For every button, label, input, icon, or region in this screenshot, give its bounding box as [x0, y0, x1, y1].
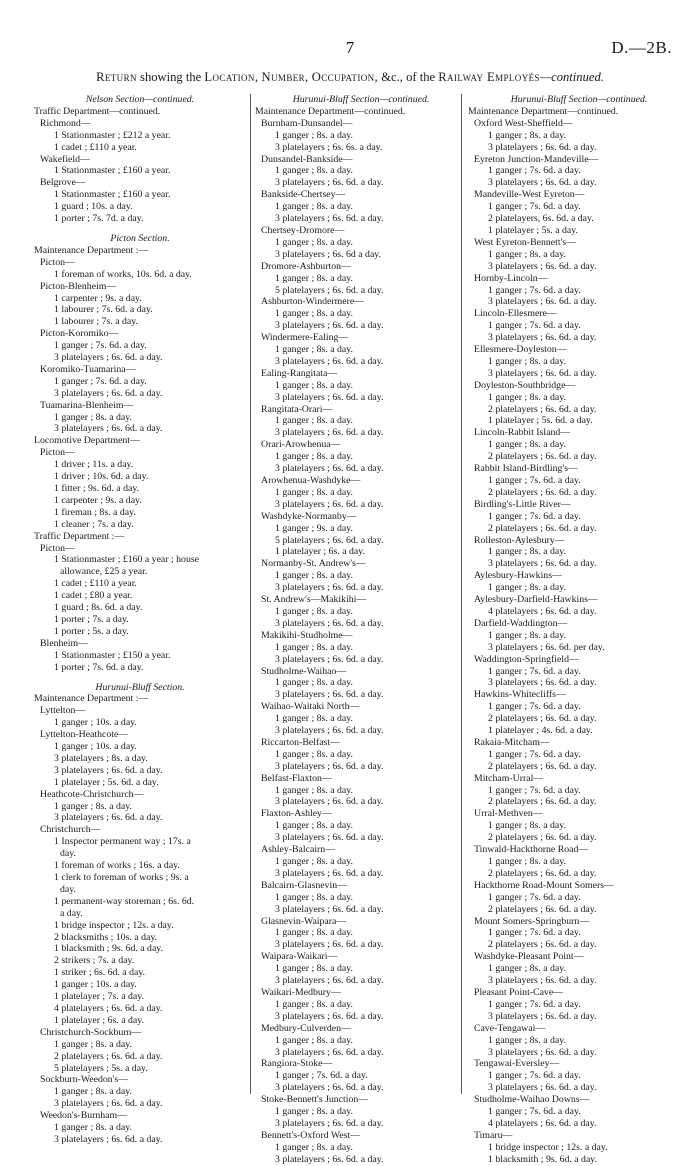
staff-line: 1 porter ; 5s. a day. [54, 625, 129, 637]
staff-line: 1 ganger ; 8s. a day. [275, 486, 353, 498]
staff-line: 1 labourer ; 7s. 6d. a day. [54, 304, 153, 316]
location-line: Rangitata-Orari— [261, 403, 333, 415]
staff-line: 1 ganger ; 7s. 6d. a day. [488, 701, 581, 713]
staff-line: 3 platelayers ; 6s. 6d. a day. [275, 463, 384, 475]
staff-line: 3 platelayers ; 6s. 6d. a day. [275, 355, 384, 367]
location-line: Rakaia-Mitcham— [474, 736, 550, 748]
location-line: Rabbit Island-Birdling's— [474, 463, 578, 475]
staff-line: 1 labourer ; 7s. a day. [54, 316, 138, 328]
staff-line: 1 ganger ; 8s. a day. [488, 248, 566, 260]
staff-line: 1 Stationmaster ; £160 a year ; house [54, 554, 200, 566]
staff-line: 3 platelayers ; 6s. 6d. a day. [275, 1046, 384, 1058]
staff-line: 1 Stationmaster ; £212 a year. [54, 129, 171, 141]
staff-line: 3 platelayers ; 6s. 6d. a day. [488, 1010, 597, 1022]
department-heading: Traffic Department :— [34, 530, 125, 542]
location-line: Normanby-St. Andrew's— [261, 558, 366, 570]
location-line: Aylesbury-Darfield-Hawkins— [474, 594, 598, 606]
staff-line: 1 Inspector permanent way ; 17s. a [54, 836, 191, 848]
staff-line: 1 ganger ; 8s. a day. [275, 236, 353, 248]
staff-line: 5 platelayers ; 5s. a day. [54, 1062, 148, 1074]
staff-line: 1 platelayer ; 4s. 6d. a day. [488, 725, 593, 737]
staff-line: 3 platelayers ; 6s. 6d. a day. [275, 1117, 384, 1129]
location-line: Makikihi-Studholme— [261, 629, 353, 641]
staff-line: 3 platelayers ; 6s. 6d. a day. [275, 1082, 384, 1094]
location-line: Belfast-Flaxton— [261, 772, 332, 784]
location-line: Studholme-Waihao— [261, 665, 347, 677]
title-railway: Railway Employés [438, 70, 540, 84]
staff-line: 1 ganger ; 8s. a day. [488, 963, 566, 975]
staff-line: 3 platelayers ; 6s. 6d. a day. [275, 1010, 384, 1022]
staff-line: 1 ganger ; 8s. a day. [488, 629, 566, 641]
staff-line: allowance, £25 a year. [60, 566, 148, 578]
staff-line: 1 porter ; 7s. 7d. a day. [54, 213, 144, 225]
staff-line: 1 ganger ; 8s. a day. [275, 379, 353, 391]
staff-line: 1 ganger ; 7s. 6d. a day. [488, 201, 581, 213]
staff-line: 1 ganger ; 8s. a day. [275, 451, 353, 463]
staff-line: 1 ganger ; 7s. 6d. a day. [488, 784, 581, 796]
location-line: Bankside-Chertsey— [261, 189, 346, 201]
staff-line: 3 platelayers ; 6s. 6d. a day. [275, 320, 384, 332]
location-line: Arowhenua-Washdyke— [261, 475, 361, 486]
staff-line: 1 ganger ; 7s. 6d. a day. [488, 1106, 581, 1118]
location-line: Hackthorne Road-Mount Somers— [474, 879, 614, 891]
staff-line: 1 ganger ; 8s. a day. [275, 998, 353, 1010]
staff-line: 1 permanent-way storeman ; 6s. 6d. [54, 895, 195, 907]
staff-line: 1 ganger ; 8s. a day. [54, 1038, 132, 1050]
location-line: Hornby-Lincoln— [474, 272, 548, 284]
staff-line: 1 ganger ; 8s. a day. [275, 748, 353, 760]
staff-line: 3 platelayers ; 6s. 6d. a day. [275, 689, 384, 701]
staff-line: 2 platelayers ; 6s. 6d. a day. [54, 1050, 163, 1062]
staff-line: 1 foreman of works, 10s. 6d. a day. [54, 268, 192, 280]
title-etc: &c., of the [381, 70, 436, 84]
section-heading: Hurunui-Bluff Section—continued. [510, 94, 648, 105]
location-line: Lincoln-Ellesmere— [474, 308, 557, 320]
staff-line: 1 ganger ; 8s. a day. [275, 856, 353, 867]
staff-line: 3 platelayers ; 6s. 6d. a day. [275, 725, 384, 737]
location-line: Weedon's-Burnham— [40, 1110, 127, 1122]
staff-line: 1 ganger ; 7s. 6d. a day. [488, 284, 581, 296]
location-line: Mount Somers-Springburn— [474, 915, 590, 927]
staff-line: 2 platelayers ; 6s. 6d. a day. [488, 486, 597, 498]
staff-line: a day. [60, 907, 83, 919]
staff-line: 2 blacksmiths ; 10s. a day. [54, 931, 158, 943]
location-line: West Eyreton-Bennett's— [474, 236, 576, 248]
section-heading: Hurunui-Bluff Section—continued. [292, 94, 430, 105]
location-line: Urral-Methven— [474, 808, 543, 820]
location-line: Doyleston-Southbridge— [474, 379, 576, 391]
location-line: Balcairn-Glasnevin— [261, 879, 347, 891]
location-line: Tinwald-Hackthorne Road— [474, 844, 589, 856]
location-line: Heathcote-Christchurch— [40, 788, 144, 800]
staff-line: 2 platelayers ; 6s. 6d. a day. [488, 713, 597, 725]
staff-line: 1 clerk to foreman of works ; 9s. a [54, 872, 189, 883]
location-line: Ashburton-Windermere— [261, 296, 364, 308]
staff-line: 3 platelayers ; 8s. a day. [54, 752, 148, 764]
staff-line: 1 platelayer ; 5s. 6d. a day. [54, 776, 159, 788]
staff-line: 1 driver ; 10s. 6d. a day. [54, 471, 149, 483]
staff-line: 1 ganger ; 8s. a day. [275, 713, 353, 725]
location-line: Picton— [40, 542, 75, 554]
location-line: Oxford West-Sheffield— [474, 117, 573, 129]
staff-line: 1 bridge inspector ; 12s. a day. [54, 919, 174, 931]
title-mid: showing the [140, 70, 202, 84]
staff-line: 1 ganger ; 7s. 6d. a day. [54, 340, 147, 352]
location-line: Mandeville-West Eyreton— [474, 189, 585, 201]
staff-line: 1 guard ; 8s. 6d. a day. [54, 602, 143, 614]
section-heading: Picton Section. [110, 232, 170, 244]
staff-line: 1 Stationmaster ; £160 a year. [54, 165, 171, 177]
location-line: Darfield-Waddington— [474, 617, 568, 629]
location-line: Waikari-Medbury— [261, 986, 341, 998]
staff-line: 3 platelayers ; 6s. 6d. a day. [275, 498, 384, 510]
staff-line: day. [60, 848, 76, 860]
staff-line: 1 ganger ; 10s. a day. [54, 741, 137, 753]
location-line: Mitcham-Urral— [474, 772, 544, 784]
staff-line: 1 ganger ; 8s. a day. [275, 165, 353, 177]
staff-line: 3 platelayers ; 6s. 6d. a day. [54, 1098, 163, 1110]
staff-line: 1 platelayer ; 6s. a day. [54, 1014, 144, 1026]
staff-line: 1 ganger ; 8s. a day. [488, 1034, 566, 1046]
location-line: Christchurch-Sockburn— [40, 1026, 142, 1038]
location-line: Dunsandel-Bankside— [261, 153, 353, 165]
page-number: 7 [345, 38, 355, 57]
staff-line: 3 platelayers ; 6s. 6d. a day. [488, 677, 597, 689]
staff-line: 3 platelayers ; 6s. 6d. a day. [488, 1046, 597, 1058]
staff-line: 1 ganger ; 7s. 6d. a day. [488, 320, 581, 332]
staff-line: 1 ganger ; 8s. a day. [275, 677, 353, 689]
location-line: Lyttelton-Heathcote— [40, 729, 129, 741]
staff-line: 1 ganger ; 7s. 6d. a day. [488, 927, 581, 939]
staff-line: 3 platelayers ; 6s. 6d. a day. [488, 177, 597, 189]
column-1 [34, 94, 246, 1146]
department-heading: Maintenance Department :— [34, 244, 149, 256]
staff-line: 3 platelayers ; 6s. 6d. a day. [488, 141, 597, 153]
staff-line: 3 platelayers ; 6s. 6d. a day. [54, 387, 163, 399]
staff-line: 1 blacksmith ; 9s. 6d. a day. [488, 1153, 598, 1165]
staff-line: 1 ganger ; 8s. a day. [488, 820, 566, 832]
staff-line: 1 bridge inspector ; 12s. a day. [488, 1141, 608, 1153]
staff-line: 3 platelayers ; 6s. 6d. a day. [275, 975, 384, 987]
staff-line: 2 platelayers ; 6s. 6d. a day. [488, 796, 597, 808]
staff-line: 1 ganger ; 8s. a day. [275, 570, 353, 582]
staff-line: 1 ganger ; 7s. 6d. a day. [488, 1070, 581, 1082]
location-line: Picton-Koromiko— [40, 328, 119, 340]
staff-line: 1 ganger ; 8s. a day. [488, 439, 566, 451]
staff-line: 4 platelayers ; 6s. 6d. a day. [488, 605, 597, 617]
title-occupation: Occupation, [311, 70, 379, 84]
staff-line: 2 platelayers ; 6s. 6d. a day. [488, 832, 597, 844]
staff-line: 3 platelayers ; 6s. 6d. a day. [488, 332, 597, 344]
location-line: Washdyke-Normanby— [261, 510, 357, 522]
location-line: Ellesmere-Doyleston— [474, 344, 567, 356]
location-line: Wakefield— [40, 153, 90, 165]
department-heading: Maintenance Department :— [34, 693, 149, 705]
title-return: Return [96, 70, 137, 84]
column-2 [255, 94, 467, 1166]
staff-line: 1 ganger ; 7s. 6d. a day. [488, 998, 581, 1010]
staff-line: 1 ganger ; 8s. a day. [275, 641, 353, 653]
location-line: Waihao-Waitaki North— [261, 701, 360, 713]
staff-line: 3 platelayers ; 6s. 6d. per day. [488, 641, 605, 653]
department-heading: Traffic Department—continued. [34, 105, 161, 117]
location-line: Ealing-Rangitata— [261, 367, 338, 379]
location-line: Blenheim— [40, 637, 88, 649]
staff-line: 1 ganger ; 8s. a day. [275, 605, 353, 617]
staff-line: 1 ganger ; 8s. a day. [488, 355, 566, 367]
staff-line: 1 porter ; 7s. 6d. a day. [54, 661, 144, 673]
department-heading: Maintenance Department—continued. [255, 105, 406, 117]
staff-line: 2 strikers ; 7s. a day. [54, 955, 135, 967]
location-line: Bennett's-Oxford West— [261, 1129, 361, 1141]
page-header [0, 0, 700, 84]
location-line: Chertsey-Dromore— [261, 224, 345, 236]
staff-line: 1 driver ; 11s. a day. [54, 459, 134, 471]
title-tail: —continued. [539, 70, 604, 84]
section-heading: Nelson Section—continued. [85, 94, 195, 105]
title-number: Number, [261, 70, 309, 84]
title-location: Location, [204, 70, 259, 84]
staff-line: 3 platelayers ; 6s. 6d. a day. [488, 1082, 597, 1094]
location-line: Timaru— [474, 1129, 513, 1141]
column-divider-1 [250, 94, 251, 1094]
staff-line: 1 ganger ; 7s. 6d. a day. [275, 1070, 368, 1082]
staff-line: 1 striker ; 6s. 6d. a day. [54, 967, 146, 979]
staff-line: 1 ganger ; 8s. a day. [488, 582, 566, 594]
location-line: Tuamarina-Blenheim— [40, 399, 134, 411]
staff-line: 1 ganger ; 7s. 6d. a day. [488, 665, 581, 677]
staff-line: 1 platelayer ; 5s. 6d. a day. [488, 415, 593, 427]
location-line: Rolleston-Aylesbury— [474, 534, 565, 546]
staff-line: 1 platelayer ; 6s. a day. [275, 546, 365, 558]
staff-line: 3 platelayers ; 6s. 6d. a day. [275, 391, 384, 403]
staff-line: 1 platelayer ; 7s. a day. [54, 991, 144, 1003]
location-line: Belgrove— [40, 177, 86, 189]
location-line: Orari-Arowhenua— [261, 439, 341, 451]
staff-line: 3 platelayers ; 6s. 6d. a day. [488, 558, 597, 570]
location-line: Windermere-Ealing— [261, 332, 349, 344]
location-line: Pleasant Point-Cave— [474, 986, 563, 998]
staff-line: 3 platelayers ; 6s. 6d. a day. [488, 367, 597, 379]
staff-line: 3 platelayers ; 6s. 6d. a day. [54, 352, 163, 364]
staff-line: 3 platelayers ; 6s. 6s. a day. [275, 141, 383, 153]
staff-line: 1 ganger ; 8s. a day. [275, 927, 353, 939]
staff-line: 5 platelayers ; 6s. 6d. a day. [275, 284, 384, 296]
staff-line: 1 porter ; 7s. a day. [54, 613, 129, 625]
staff-line: 1 cadet ; £110 a year. [54, 578, 137, 590]
staff-line: 1 ganger ; 8s. a day. [275, 308, 353, 320]
staff-line: 1 ganger ; 8s. a day. [54, 1086, 132, 1098]
staff-line: 1 ganger ; 10s. a day. [54, 717, 137, 729]
location-line: Waddington-Springfield— [474, 653, 579, 665]
staff-line: 3 platelayers ; 6s. 6d. a day. [275, 653, 384, 665]
staff-line: 1 ganger ; 8s. a day. [275, 1034, 353, 1046]
staff-line: 1 ganger ; 8s. a day. [275, 415, 353, 427]
location-line: Rangiora-Stoke— [261, 1058, 333, 1070]
staff-line: 1 ganger ; 8s. a day. [54, 411, 132, 423]
staff-line: 1 guard ; 10s. a day. [54, 201, 133, 213]
location-line: Cave-Tengawai— [474, 1022, 546, 1034]
location-line: Hawkins-Whitecliffs— [474, 689, 566, 701]
location-line: Stoke-Bennett's Junction— [261, 1094, 369, 1106]
staff-line: 4 platelayers ; 6s. 6d. a day. [488, 1117, 597, 1129]
location-line: Riccarton-Belfast— [261, 736, 340, 748]
location-line: Lyttelton— [40, 705, 86, 717]
location-line: Burnham-Dunsandel— [261, 117, 353, 129]
location-line: Aylesbury-Hawkins— [474, 570, 562, 582]
staff-line: 1 ganger ; 8s. a day. [54, 1122, 132, 1134]
staff-line: 1 ganger ; 7s. 6d. a day. [488, 475, 581, 486]
staff-line: 1 ganger ; 8s. a day. [275, 891, 353, 903]
staff-line: 3 platelayers ; 6s. 6d. a day. [275, 427, 384, 439]
staff-line: 1 ganger ; 8s. a day. [275, 784, 353, 796]
staff-line: 1 platelayer ; 5s. a day. [488, 224, 578, 236]
staff-line: 3 platelayers ; 6s. 6d. a day. [54, 764, 163, 776]
department-heading: Maintenance Department—continued. [468, 105, 619, 117]
staff-line: 3 platelayers ; 6s. 6d a day. [275, 248, 382, 260]
location-line: Sockburn-Weedon's— [40, 1074, 129, 1086]
staff-line: 3 platelayers ; 6s. 6d. a day. [54, 1133, 163, 1145]
staff-line: 2 platelayers ; 6s. 6d. a day. [488, 451, 597, 463]
staff-line: 1 ganger ; 8s. a day. [275, 201, 353, 213]
location-line: Glasnevin-Waipara— [261, 915, 347, 927]
staff-line: 1 ganger ; 8s. a day. [488, 546, 566, 558]
staff-line: 1 ganger ; 8s. a day. [488, 129, 566, 141]
staff-line: 3 platelayers ; 6s. 6d. a day. [275, 617, 384, 629]
staff-line: 1 cleaner ; 7s. a day. [54, 518, 134, 530]
staff-line: 3 platelayers ; 6s. 6d. a day. [275, 867, 384, 879]
staff-line: 3 platelayers ; 6s. 6d. a day. [488, 296, 597, 308]
staff-line: 2 platelayers ; 6s. 6d. a day. [488, 939, 597, 951]
staff-line: 1 ganger ; 7s. 6d. a day. [54, 375, 147, 387]
staff-line: 1 blacksmith ; 9s. 6d. a day. [54, 943, 164, 955]
location-line: Picton— [40, 447, 75, 459]
staff-line: 1 ganger ; 8s. a day. [275, 820, 353, 832]
staff-line: 2 platelayers ; 6s. 6d. a day. [488, 522, 597, 534]
staff-line: 1 Stationmaster ; £160 a year. [54, 189, 171, 201]
staff-line: 1 ganger ; 8s. a day. [275, 1141, 353, 1153]
location-line: Medbury-Culverden— [261, 1022, 351, 1034]
staff-line: 3 platelayers ; 6s. 6d. a day. [275, 903, 384, 915]
staff-line: 1 Stationmaster ; £150 a year. [54, 649, 171, 661]
location-line: Tengawai-Eversley— [474, 1058, 560, 1070]
staff-line: 1 ganger ; 10s. a day. [54, 979, 137, 991]
staff-line: 1 ganger ; 7s. 6d. a day. [488, 165, 581, 177]
staff-line: 3 platelayers ; 6s. 6d. a day. [275, 213, 384, 225]
staff-line: 1 ganger ; 7s. 6d. a day. [488, 891, 581, 903]
staff-line: 1 carpenter ; 9s. a day. [54, 494, 142, 506]
staff-line: 4 platelayers ; 6s. 6d. a day. [54, 1002, 163, 1014]
staff-line: 3 platelayers ; 6s. 6d. a day. [275, 832, 384, 844]
staff-line: 1 ganger ; 9s. a day. [275, 522, 353, 534]
staff-line: day. [60, 883, 76, 895]
location-line: Picton— [40, 256, 75, 268]
staff-line: 1 ganger ; 8s. a day. [488, 391, 566, 403]
staff-line: 1 ganger ; 8s. a day. [275, 344, 353, 356]
staff-line: 1 cadet ; £110 a year. [54, 141, 137, 153]
staff-line: 3 platelayers ; 6s. 6d. a day. [275, 796, 384, 808]
staff-line: 1 ganger ; 8s. a day. [275, 272, 353, 284]
column-3 [468, 94, 690, 1166]
staff-line: 5 platelayers ; 6s. 6d. a day. [275, 534, 384, 546]
location-line: Richmond— [40, 117, 91, 129]
section-heading: Hurunui-Bluff Section. [95, 681, 185, 693]
staff-line: 1 ganger ; 8s. a day. [275, 963, 353, 975]
staff-line: 2 platelayers, 6s. 6d. a day. [488, 213, 594, 225]
staff-line: 1 ganger ; 8s. a day. [275, 1106, 353, 1118]
page-title [0, 70, 700, 85]
location-line: Christchurch— [40, 824, 101, 836]
department-heading: Locomotive Department— [34, 435, 140, 447]
staff-line: 1 foreman of works ; 16s. a day. [54, 860, 180, 872]
location-line: Ashley-Balcairn— [261, 844, 335, 856]
location-line: Flaxton-Ashley— [261, 808, 332, 820]
staff-line: 1 fitter ; 9s. 6d. a day. [54, 483, 140, 494]
staff-line: 3 platelayers ; 6s. 6d. a day. [275, 582, 384, 594]
location-line: Waipara-Waikari— [261, 951, 338, 963]
staff-line: 1 ganger ; 7s. 6d. a day. [488, 748, 581, 760]
location-line: Picton-Blenheim— [40, 280, 117, 292]
staff-line: 3 platelayers ; 6s. 6d. a day. [54, 423, 163, 435]
staff-line: 2 platelayers ; 6s. 6d. a day. [488, 760, 597, 772]
staff-line: 3 platelayers ; 6s. 6d. a day. [275, 177, 384, 189]
staff-line: 1 ganger ; 8s. a day. [488, 856, 566, 867]
location-line: Koromiko-Tuamarina— [40, 363, 136, 375]
staff-line: 1 ganger ; 8s. a day. [275, 129, 353, 141]
staff-line: 3 platelayers ; 6s. 6d. a day. [488, 975, 597, 987]
location-line: Washdyke-Pleasant Point— [474, 951, 584, 963]
location-line: Lincoln-Rabbit Island— [474, 427, 571, 439]
staff-line: 2 platelayers ; 6s. 6d. a day. [488, 867, 597, 879]
staff-line: 1 ganger ; 7s. 6d. a day. [488, 510, 581, 522]
staff-line: 3 platelayers ; 6s. 6d. a day. [488, 260, 597, 272]
location-line: Birdling's-Little River— [474, 498, 571, 510]
staff-line: 1 carpenter ; 9s. a day. [54, 292, 142, 304]
staff-line: 2 platelayers ; 6s. 6d. a day. [488, 903, 597, 915]
staff-line: 3 platelayers ; 6s. 6d. a day. [54, 812, 163, 824]
staff-line: 1 ganger ; 8s. a day. [54, 800, 132, 812]
location-line: St. Andrew's—Makikihi— [261, 594, 367, 606]
staff-line: 2 platelayers ; 6s. 6d. a day. [488, 403, 597, 415]
location-line: Studholme-Waihao Downs— [474, 1094, 590, 1106]
staff-line: 3 platelayers ; 6s. 6d. a day. [275, 939, 384, 951]
location-line: Dromore-Ashburton— [261, 260, 351, 272]
staff-line: 3 platelayers ; 6s. 6d. a day. [275, 1153, 384, 1165]
staff-line: 3 platelayers ; 6s. 6d. a day. [275, 760, 384, 772]
staff-line: 1 cadet ; £80 a year. [54, 590, 133, 602]
staff-line: 1 fireman ; 8s. a day. [54, 506, 136, 518]
location-line: Eyreton Junction-Mandeville— [474, 153, 599, 165]
document-reference: D.—2B. [611, 38, 672, 57]
